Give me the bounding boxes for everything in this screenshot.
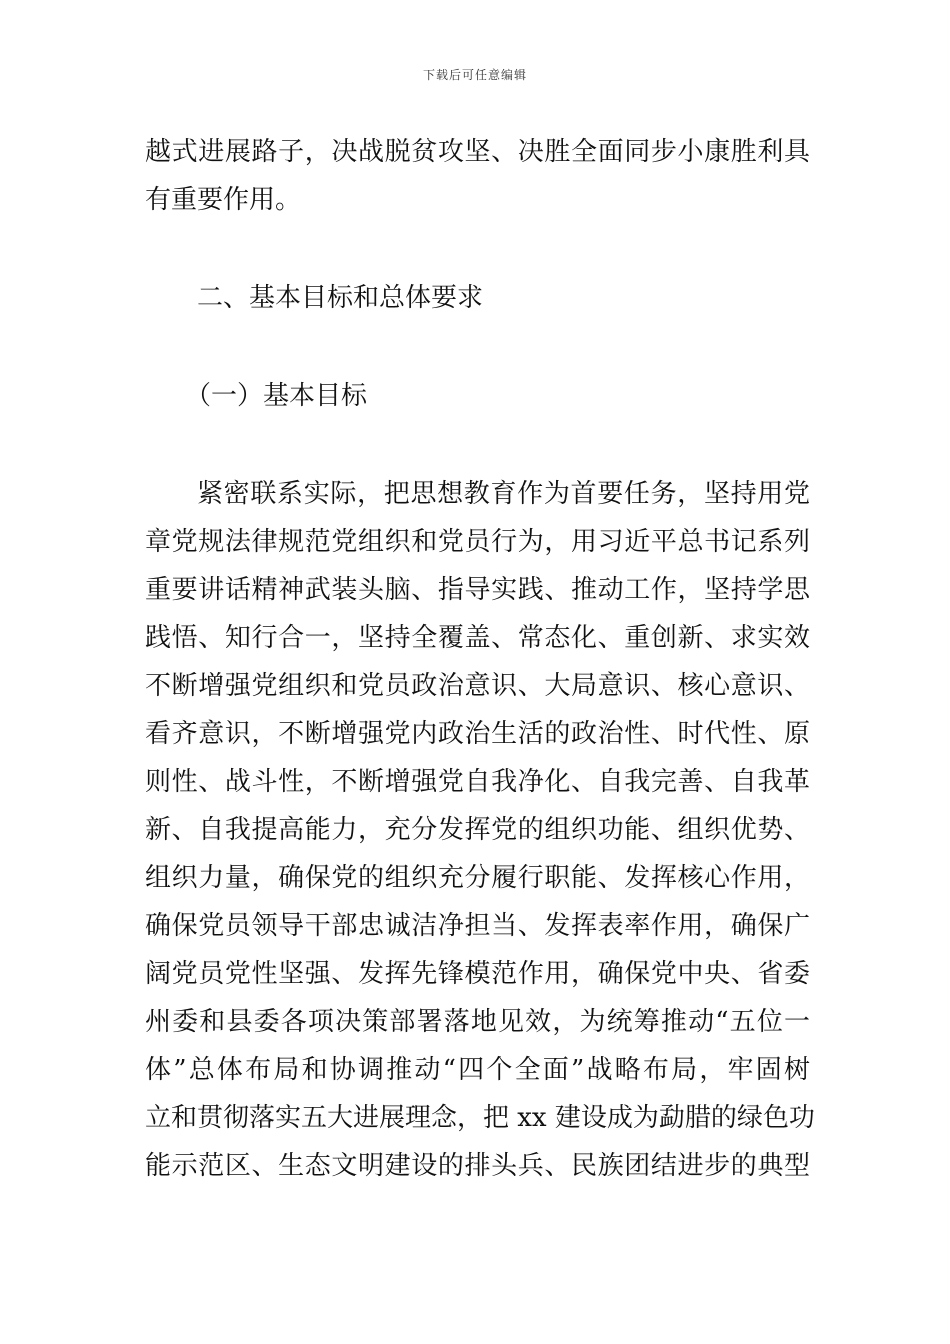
- paragraph-line: 章党规法律规范党组织和党员行为，用习近平总书记系列: [145, 527, 810, 557]
- paragraph-line: 紧密联系实际，把思想教育作为首要任务，坚持用党: [197, 479, 810, 509]
- paragraph-line: 体”总体布局和协调推动“四个全面”战略布局，牢固树: [145, 1055, 810, 1085]
- paragraph-line: 确保党员领导干部忠诚洁净担当、发挥表率作用，确保广: [145, 911, 810, 941]
- paragraph-line: 州委和县委各项决策部署落地见效，为统筹推动“五位一: [145, 1007, 810, 1037]
- paragraph-line: 重要讲话精神武装头脑、指导实践、推动工作，坚持学思: [145, 575, 810, 605]
- body-paragraph: [145, 470, 815, 1190]
- section-heading: 二、基本目标和总体要求: [197, 283, 484, 313]
- paragraph-line: 有重要作用。: [145, 185, 302, 215]
- paragraph-line: 能示范区、生态文明建设的排头兵、民族团结进步的典型: [145, 1151, 810, 1181]
- paragraph-line: 则性、战斗性，不断增强党自我净化、自我完善、自我革: [145, 767, 810, 797]
- paragraph-line: 践悟、知行合一，坚持全覆盖、常态化、重创新、求实效: [145, 623, 810, 653]
- paragraph-line: 新、自我提高能力，充分发挥党的组织功能、组织优势、: [145, 815, 810, 845]
- paragraph-line: 组织力量，确保党的组织充分履行职能、发挥核心作用，: [145, 863, 810, 893]
- paragraph-line: 越式进展路子，决战脱贫攻坚、决胜全面同步小康胜利具: [145, 137, 810, 167]
- page-header: 下载后可任意编辑: [422, 68, 527, 82]
- paragraph-line: 不断增强党组织和党员政治意识、大局意识、核心意识、: [145, 671, 810, 701]
- paragraph-line: 看齐意识，不断增强党内政治生活的政治性、时代性、原: [145, 719, 810, 749]
- subsection-heading: （一）基本目标: [185, 381, 368, 411]
- paragraph-line: 立和贯彻落实五大进展理念，把 xx 建设成为勐腊的绿色功: [145, 1103, 815, 1133]
- paragraph-line: 阔党员党性坚强、发挥先锋模范作用，确保党中央、省委: [145, 959, 810, 989]
- document-body: [145, 128, 815, 1190]
